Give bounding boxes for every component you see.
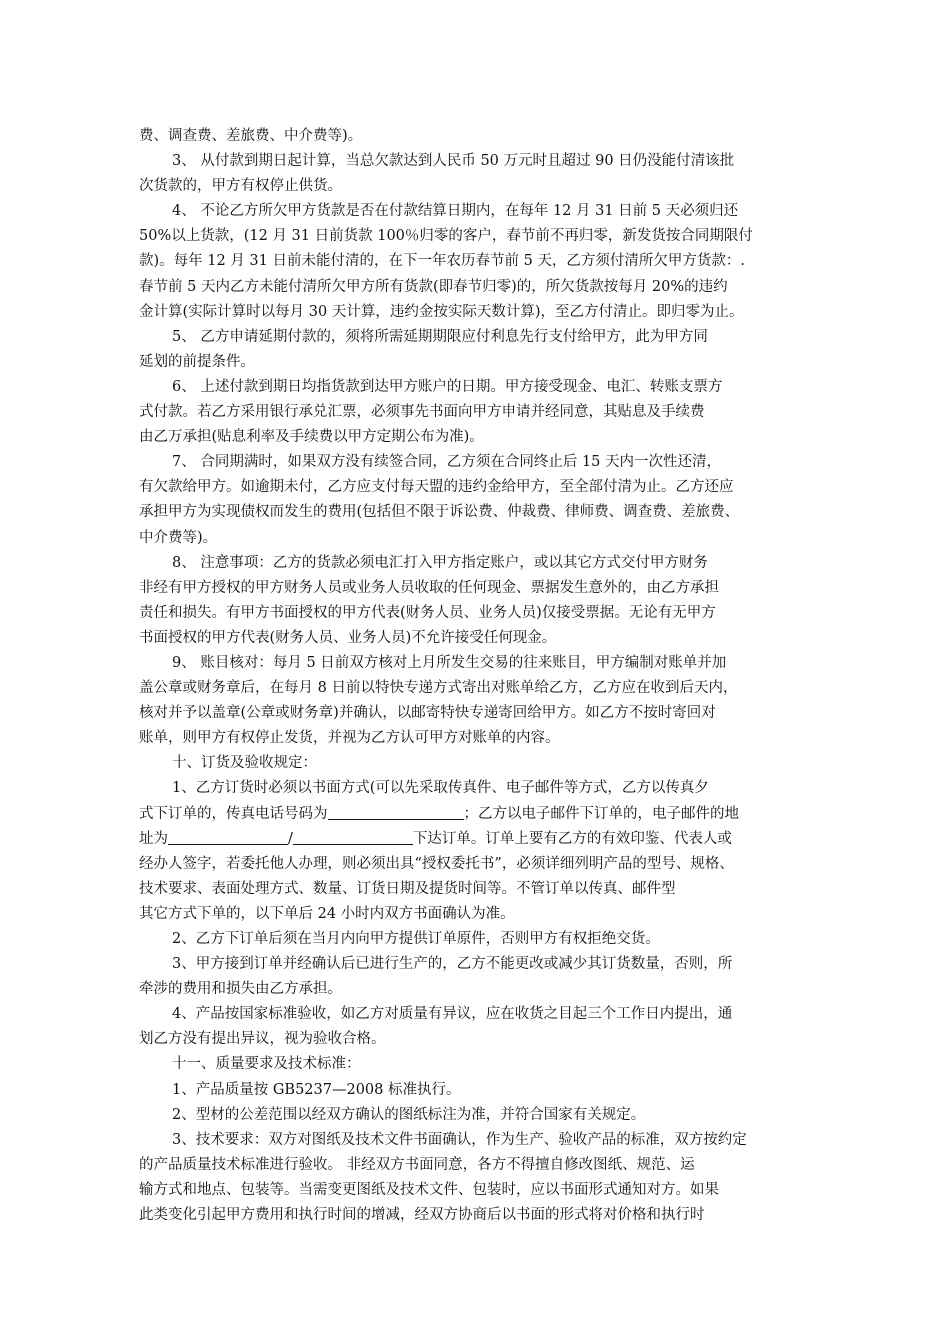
text-line: 牵涉的费用和损失由乙方承担。 [139,981,342,998]
order-text: 下达订单。订单上要有乙方的有效印鉴、代表人或 [412,830,732,847]
text-line: 划乙方没有提出异议，视为验收合格。 [139,1031,386,1048]
text-line: 盖公章或财务章后，在每月 8 日前以特快专递方式寄出对账单给乙方，乙方应在收到后天内， [139,680,738,697]
text-line: 责任和损失。有甲方书面授权的甲方代表(财务人员、业务人员)仅接受票据。无论有无甲方 [139,604,716,621]
text-line: 次货款的，甲方有权停止供货。 [139,178,342,195]
text-line: 此类变化引起甲方费用和执行时间的增减，经双方协商后以书面的形式将对价格和执行时 [139,1207,705,1224]
section-heading-10: 十、订货及验收规定： [172,755,317,772]
clause-5: 5、 乙方申请延期付款的，须将所需延期期限应付利息先行支付给甲方，此为甲方同 [172,328,708,345]
text-line: 其它方式下单的，以下单后 24 小时内双方书面确认为准。 [139,905,515,922]
clause-10-4: 4、产品按国家标准验收，如乙方对质量有异议，应在收货之目起三个工作日内提出，通 [172,1006,733,1023]
text-line: 有欠款给甲方。如逾期未付，乙方应支付每天盟的违约金给甲方，至全部付清为止。乙方还应 [139,479,734,496]
clause-11-2: 2、型材的公差范围以经双方确认的图纸标注为准，并符合国家有关规定。 [172,1106,646,1123]
fax-label: 式下订单的，传真电话号码为 [139,805,328,822]
text-line: 账单，则甲方有权停止发货，并视为乙方认可甲方对账单的内容。 [139,730,560,747]
email-blank-2 [293,828,413,845]
clause-8: 8、 注意事项：乙方的货款必须电汇打入甲方指定账户，或以其它方式交付甲方财务 [172,554,708,571]
email-line [139,827,819,852]
clause-7: 7、 合同期满时，如果双方没有续签合同，乙方须在合同终止后 15 天内一次性还清， [172,454,722,471]
text-line: 式付款。若乙方采用银行承兑汇票，必须事先书面向甲方申请并经同意，其贴息及手续费 [139,404,705,421]
text-line: 金计算(实际计算时以每月 30 天计算，违约金按实际天数计算)，至乙方付清止。即归零为止。 [139,303,744,320]
text-line: 的产品质量技术标准进行验收。 非经双方书面同意，各方不得擅自修改图纸、规范、运 [139,1156,695,1173]
email-separator: / [288,830,293,847]
clause-4: 4、 不论乙方所欠甲方货款是否在付款结算日期内，在每年 12 月 31 日前 5 天必须归还 [172,203,739,220]
clause-11-3: 3、技术要求：双方对图纸及技术文件书面确认，作为生产、验收产品的标准，双方按约定 [172,1131,747,1148]
clause-10-3: 3、甲方接到订单并经确认后已进行生产的，乙方不能更改或减少其订货数量，否则，所 [172,956,733,973]
text-line: 延划的前提条件。 [139,353,255,370]
contract-text [139,124,819,1228]
text-line: 书面授权的甲方代表(财务人员、业务人员)不允许接受任何现金。 [139,629,557,646]
clause-9: 9、 账目核对：每月 5 日前双方核对上月所发生交易的往来账目，甲方编制对账单并加 [172,654,727,671]
text-line: 输方式和地点、包装等。当需变更图纸及技术文件、包装时，应以书面形式通知对方。如果 [139,1181,719,1198]
text-line: 非经有甲方授权的甲方财务人员或业务人员收取的任何现金、票据发生意外的，由乙方承担 [139,579,719,596]
email-label: ；乙方以电子邮件下订单的，电子邮件的地 [463,805,739,822]
text-line: 中介费等)。 [139,529,218,546]
clause-10-2: 2、乙方下订单后须在当月内向甲方提供订单原件，否则甲方有权拒绝交货。 [172,931,660,947]
fax-line [139,802,819,827]
text-line: 经办人签字，若委托他人办理，则必须出具“授权委托书”，必须详细列明产品的型号、规格、 [139,855,734,872]
clause-11-1: 1、产品质量按 GB5237—2008 标准执行。 [172,1081,461,1098]
address-label: 址为 [139,830,168,847]
clause-6: 6、 上述付款到期日均指货款到达甲方账户的日期。甲方接受现金、电汇、转账支票方 [172,378,723,395]
text-line: 由乙万承担(贴息利率及手续费以甲方定期公布为准)。 [139,429,484,446]
text-line: 费、调查费、差旅费、中介费等)。 [139,128,363,144]
fax-number-blank [328,803,464,820]
section-heading-11: 十一、质量要求及技术标准： [172,1056,361,1073]
text-line: 款)。每年 12 月 31 日前未能付清的，在下一年农历春节前 5 天，乙方须付清所欠甲方货款：. [139,253,746,270]
text-line: 承担甲方为实现债权而发生的费用(包括但不限于诉讼费、仲裁费、律师费、调查费、差旅费、 [139,504,740,521]
clause-10-1: 1、乙方订货时必须以书面方式(可以先采取传真件、电子邮件等方式，乙方以传真夕 [172,780,709,797]
email-blank-1 [168,828,288,845]
text-line: 核对并予以盖章(公章或财务章)并确认，以邮寄特快专递寄回给甲方。如乙方不按时寄回对 [139,705,716,722]
text-line: 50%以上货款，(12 月 31 日前货款 100％归零的客户，春节前不再归零，新发货按合同期限付 [139,228,753,245]
text-line: 技术要求、表面处理方式、数量、订货日期及提货时间等。不管订单以传真、邮件型 [139,880,676,897]
clause-3: 3、 从付款到期日起计算，当总欠款达到人民币 50 万元时且超过 90 日仍没能付清该批 [172,153,735,170]
text-line: 春节前 5 天内乙方未能付清所欠甲方所有货款(即春节归零)的，所欠货款按每月 20%的违约 [139,278,728,295]
